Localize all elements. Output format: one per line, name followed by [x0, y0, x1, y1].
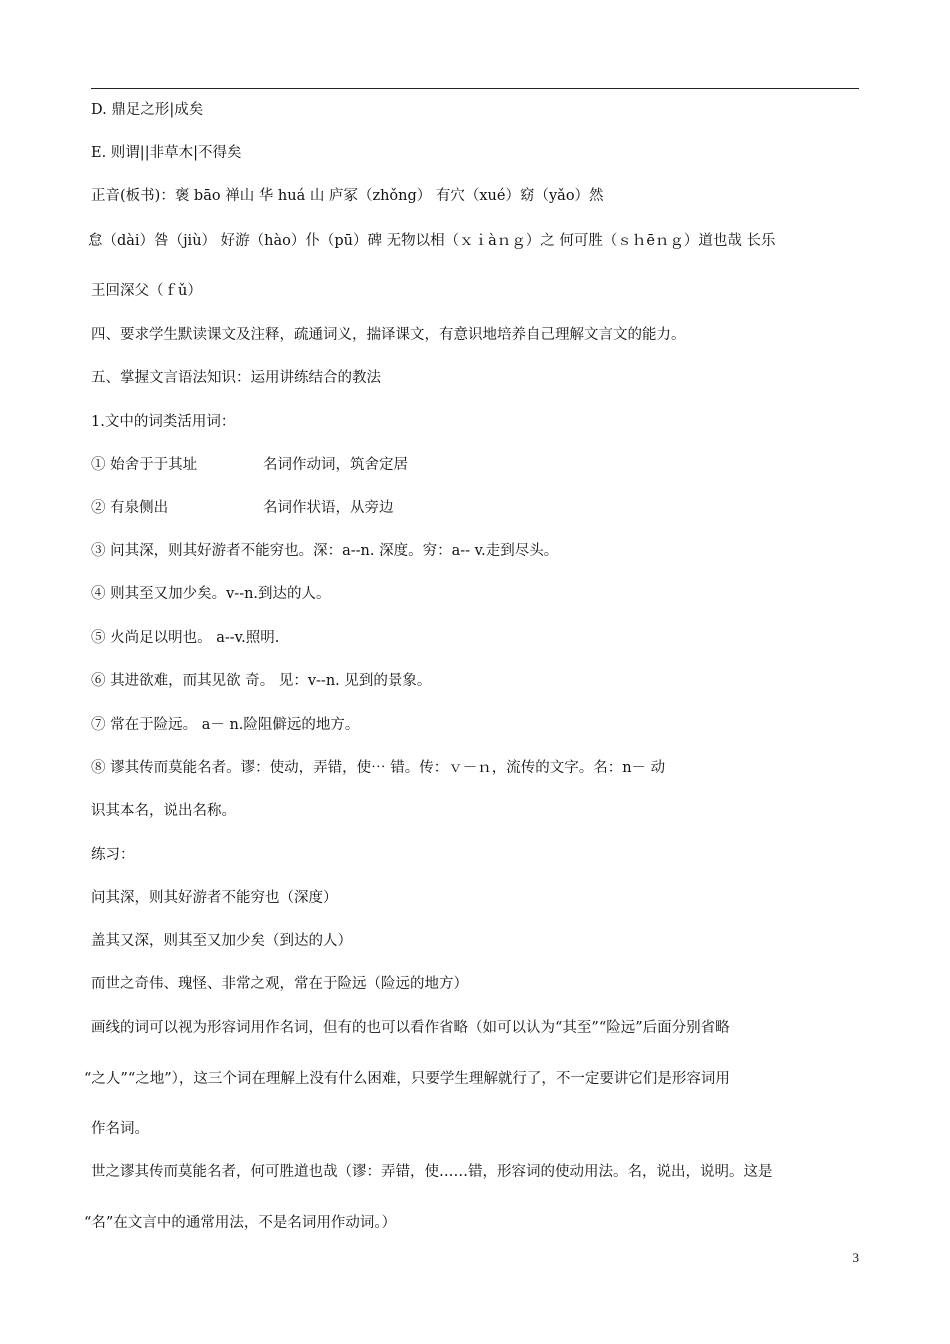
item-text: ② 有泉侧出	[91, 500, 169, 516]
list-item: ⑤ 火尚足以明也。 a--v.照明.	[91, 630, 280, 646]
paragraph-line: “名”在文言中的通常用法，不是名词用作动词。）	[84, 1215, 397, 1231]
exercise-line: 问其深，则其好游者不能穷也（深度）	[91, 890, 338, 906]
list-item: ⑧ 谬其传而莫能名者。谬：使动，弄错，使⋯ 错。传：ｖ－ｎ，流传的文字。名：n－ 动	[91, 760, 666, 776]
option-d: D. 鼎足之形|成矣	[91, 102, 204, 118]
list-item: ④ 则其至又加少矣。v--n.到达的人。	[91, 586, 331, 602]
section-four: 四、要求学生默读课文及注释，疏通词义，揣译课文，有意识地培养自己理解文言文的能力。	[91, 327, 686, 343]
subheading-word-usage: 1.文中的词类活用词：	[91, 414, 236, 430]
paragraph-line: “之人”“之地”），这三个词在理解上没有什么困难，只要学生理解就行了，不一定要讲它们是形容词用	[84, 1071, 730, 1087]
pronunciation-line-2: 怠（dài）咎（jiù） 好游（hào）仆（pū）碑 无物以相（ｘｉàｎｇ）之 何可胜（ｓｈēｎｇ）道也哉 长乐	[88, 233, 776, 249]
exercise-line: 而世之奇伟、瑰怪、非常之观，常在于险远（险远的地方）	[91, 976, 468, 992]
list-item	[91, 498, 394, 518]
list-item: ③ 问其深，则其好游者不能穷也。深：a--n. 深度。穷：a-- v.走到尽头。	[91, 543, 559, 559]
paragraph-line: 作名词。	[91, 1121, 149, 1137]
header-rule	[91, 88, 859, 89]
list-item: ⑦ 常在于险远。 a－ n.险阻僻远的地方。	[91, 717, 360, 733]
list-item-continuation: 识其本名，说出名称。	[91, 803, 236, 819]
pronunciation-line-1: 正音(板书)：褒 bāo 禅山 华 huá 山 庐冢（zhǒng） 有穴（xué）窈（yǎo）然	[91, 188, 604, 204]
exercise-line: 盖其又深，则其至又加少矣（到达的人）	[91, 933, 352, 949]
paragraph-line: 画线的词可以视为形容词用作名词，但有的也可以看作省略（如可以认为“其至”“险远”后面分别省略	[91, 1020, 730, 1036]
item-text: ① 始舍于于其址	[91, 457, 198, 473]
list-item: ⑥ 其进欲难，而其见欲 奇。 见：v--n. 见到的景象。	[91, 673, 432, 689]
pronunciation-line-3: 王回深父（ｆǔ）	[91, 283, 202, 299]
exercise-heading: 练习：	[91, 847, 135, 863]
page-number: 3	[852, 1250, 859, 1265]
section-five: 五、掌握文言语法知识：运用讲练结合的教法	[91, 370, 381, 386]
item-note: 名词作动词，筑舍定居	[263, 457, 408, 473]
option-e: E. 则谓||非草木|不得矣	[91, 145, 242, 161]
paragraph-line: 世之谬其传而莫能名者，何可胜道也哉（谬：弄错，使……错，形容词的使动用法。名，说出，说明。这是	[91, 1164, 773, 1180]
item-note: 名词作状语，从旁边	[263, 500, 394, 516]
list-item	[91, 455, 408, 475]
